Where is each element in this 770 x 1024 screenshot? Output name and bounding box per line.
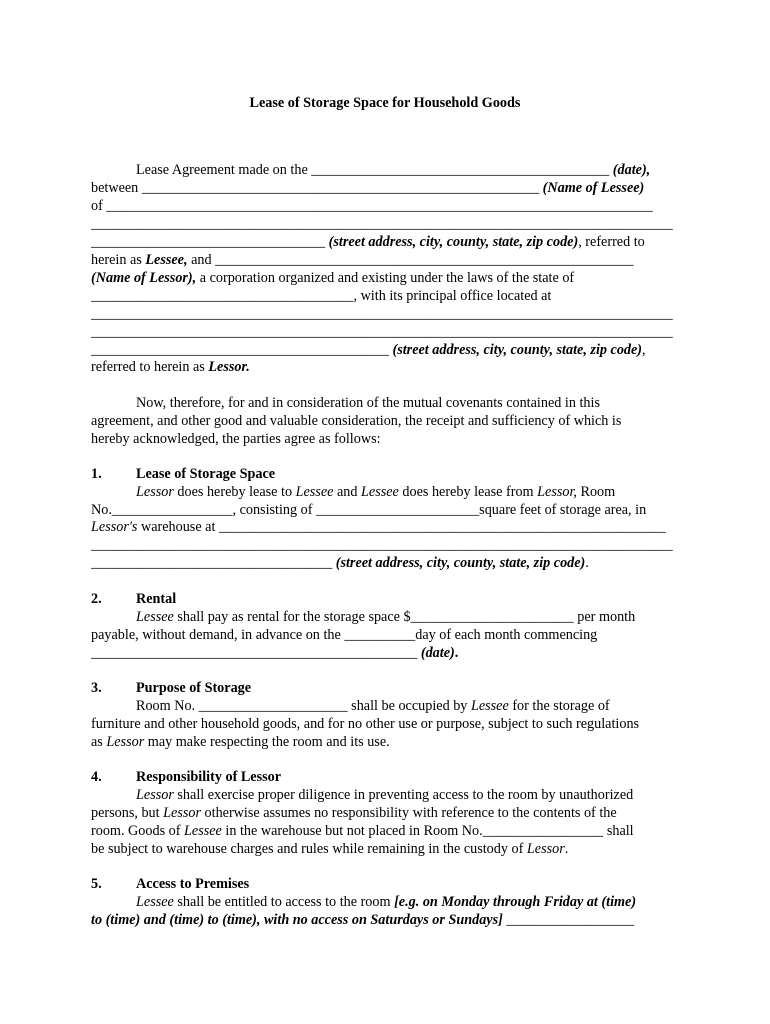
lessor-office-line-1[interactable]: __________________________________________________________________________________ — [91, 306, 673, 322]
section-number: 3. — [91, 680, 102, 696]
rental-day-line[interactable]: payable, without demand, in advance on the __________day of each month commencing — [91, 627, 598, 643]
term: Lessor — [106, 734, 145, 750]
lessee-name-blank[interactable]: between ________________________________________________________ — [91, 180, 540, 196]
lessee-address-line-2[interactable]: __________________________________________________________________________________ — [91, 216, 673, 232]
section-number: 1. — [91, 466, 102, 482]
warehouse-address-line-2 — [91, 554, 683, 572]
term: Lessee — [184, 823, 222, 839]
text: for the storage of — [508, 698, 610, 714]
lessor-office-line-3 — [91, 341, 683, 359]
room-number-blank[interactable]: in the warehouse but not placed in Room No._________________ shall — [221, 823, 634, 839]
document-title: Lease of Storage Space for Household Goods — [249, 95, 521, 111]
text: persons, but — [91, 805, 164, 821]
herein-text: herein as — [91, 252, 146, 268]
section-title: Lease of Storage Space — [136, 466, 276, 482]
section-number: 2. — [91, 591, 102, 607]
access-line-1 — [91, 893, 728, 911]
lessor-address-blank[interactable]: __________________________________________ — [91, 342, 389, 358]
room-number-blank[interactable]: Room No. _____________________ shall be occupied by — [136, 698, 471, 714]
section-2-heading — [91, 590, 683, 608]
responsibility-line-3 — [91, 822, 683, 840]
term: Lessee — [136, 894, 174, 910]
lessor-state-line[interactable]: _____________________________________, with its principal office located at — [91, 288, 552, 304]
rental-start-line — [91, 644, 683, 662]
section-title: Rental — [136, 591, 177, 607]
lessee-address-blank[interactable]: _________________________________ — [91, 234, 326, 250]
access-line-2 — [91, 911, 683, 929]
corporation-text: a corporation organized and existing under the laws of the state of — [196, 270, 575, 286]
term: Lessor — [526, 841, 565, 857]
text: Room — [576, 484, 616, 500]
text: shall exercise proper diligence in preventing access to the room by unauthorized — [173, 787, 634, 803]
referred-text: referred to herein as — [91, 359, 209, 375]
responsibility-line-4 — [91, 840, 683, 858]
rental-amount-blank[interactable]: shall pay as rental for the storage space $_______________________ per month — [173, 609, 636, 625]
lessee-address-line-1[interactable]: of _____________________________________________________________________________ — [91, 198, 653, 214]
period: . — [454, 645, 459, 661]
lessee-name-label: (Name of Lessee) — [539, 180, 645, 196]
access-example: [e.g. on Monday through Friday at (time) — [394, 894, 637, 910]
lessee-address-line-3 — [91, 233, 683, 251]
recital-line-2: agreement, and other good and valuable consideration, the receipt and sufficiency of which is — [91, 413, 622, 429]
warehouse-blank[interactable]: warehouse at _______________________________________________________________ — [137, 519, 666, 535]
access-blank[interactable]: __________________ — [502, 912, 635, 928]
lessor-address-label: (street address, city, county, state, zip code) — [388, 342, 643, 358]
lessor-corporation-line — [91, 269, 683, 287]
agreement-date-line — [91, 161, 728, 179]
text: and — [333, 484, 362, 500]
text: otherwise assumes no responsibility with reference to the contents of the — [200, 805, 617, 821]
section-number: 5. — [91, 876, 102, 892]
period: . — [585, 555, 589, 571]
section-1-line-1 — [91, 483, 728, 501]
period: . — [564, 841, 569, 857]
section-title: Access to Premises — [136, 876, 250, 892]
date-label: (date) — [417, 645, 455, 661]
text: may make respecting the room and its use. — [144, 734, 390, 750]
responsibility-line-1 — [91, 786, 728, 804]
address-label: (street address, city, county, state, zip code) — [332, 555, 586, 571]
lessee-term: Lessee, — [145, 252, 188, 268]
recital-line-1: Now, therefore, for and in consideration of the mutual covenants contained in this — [136, 395, 600, 411]
term: Lessor — [136, 484, 174, 500]
text: room. Goods of — [91, 823, 185, 839]
section-1-heading — [91, 465, 683, 483]
lessor-office-line-2[interactable]: __________________________________________________________________________________ — [91, 324, 673, 340]
text: shall be entitled to access to the room — [173, 894, 395, 910]
term: Lessor — [136, 787, 174, 803]
section-3-heading — [91, 679, 683, 697]
warehouse-line — [91, 518, 683, 536]
term: Lessee — [361, 484, 399, 500]
term: Lessee — [136, 609, 174, 625]
term: Lessor's — [91, 519, 138, 535]
section-number: 4. — [91, 769, 102, 785]
room-square-feet-line[interactable]: No._________________, consisting of _______________________square feet of storage area, in — [91, 502, 647, 518]
comma: , — [642, 342, 646, 358]
section-4-heading — [91, 768, 683, 786]
warehouse-address-line-1[interactable]: __________________________________________________________________________________ — [91, 537, 673, 553]
date-label: (date), — [609, 162, 651, 178]
section-5-heading — [91, 875, 683, 893]
purpose-line-3 — [91, 733, 683, 751]
address-label: (street address, city, county, state, zip code) — [325, 234, 579, 250]
lessor-name-label: (Name of Lessor), — [91, 270, 197, 286]
date-blank[interactable]: Lease Agreement made on the __________________________________________ — [136, 162, 610, 178]
start-date-blank[interactable]: ______________________________________________ — [91, 645, 418, 661]
purpose-line-2: furniture and other household goods, and for no other use or purpose, subject to such regulations — [91, 716, 640, 732]
recital-line-3: hereby acknowledged, the parties agree as follows: — [91, 431, 381, 447]
purpose-line-1 — [91, 697, 728, 715]
text: be subject to warehouse charges and rules while remaining in the custody of — [91, 841, 527, 857]
responsibility-line-2 — [91, 804, 683, 822]
lessor-term: Lessor. — [208, 359, 250, 375]
term: Lessor — [163, 805, 201, 821]
lessor-name-blank[interactable]: and ___________________________________________________________ — [187, 252, 634, 268]
access-example: to (time) and (time) to (time), with no access on Saturdays or Sundays] — [91, 912, 503, 928]
lessee-name-line — [91, 179, 683, 197]
term: Lessee — [470, 698, 509, 714]
lessor-name-line — [91, 251, 683, 269]
referred-to-text: , referred to — [578, 234, 645, 250]
term: Lessor, — [537, 484, 577, 500]
warehouse-address-blank[interactable]: __________________________________ — [91, 555, 333, 571]
term: Lessee — [295, 484, 334, 500]
text: does hereby lease to — [173, 484, 296, 500]
section-title: Purpose of Storage — [136, 680, 252, 696]
text: as — [91, 734, 107, 750]
lessor-referred-line — [91, 358, 683, 376]
section-title: Responsibility of Lessor — [136, 769, 282, 785]
rental-amount-line — [91, 608, 728, 626]
text: does hereby lease from — [398, 484, 538, 500]
